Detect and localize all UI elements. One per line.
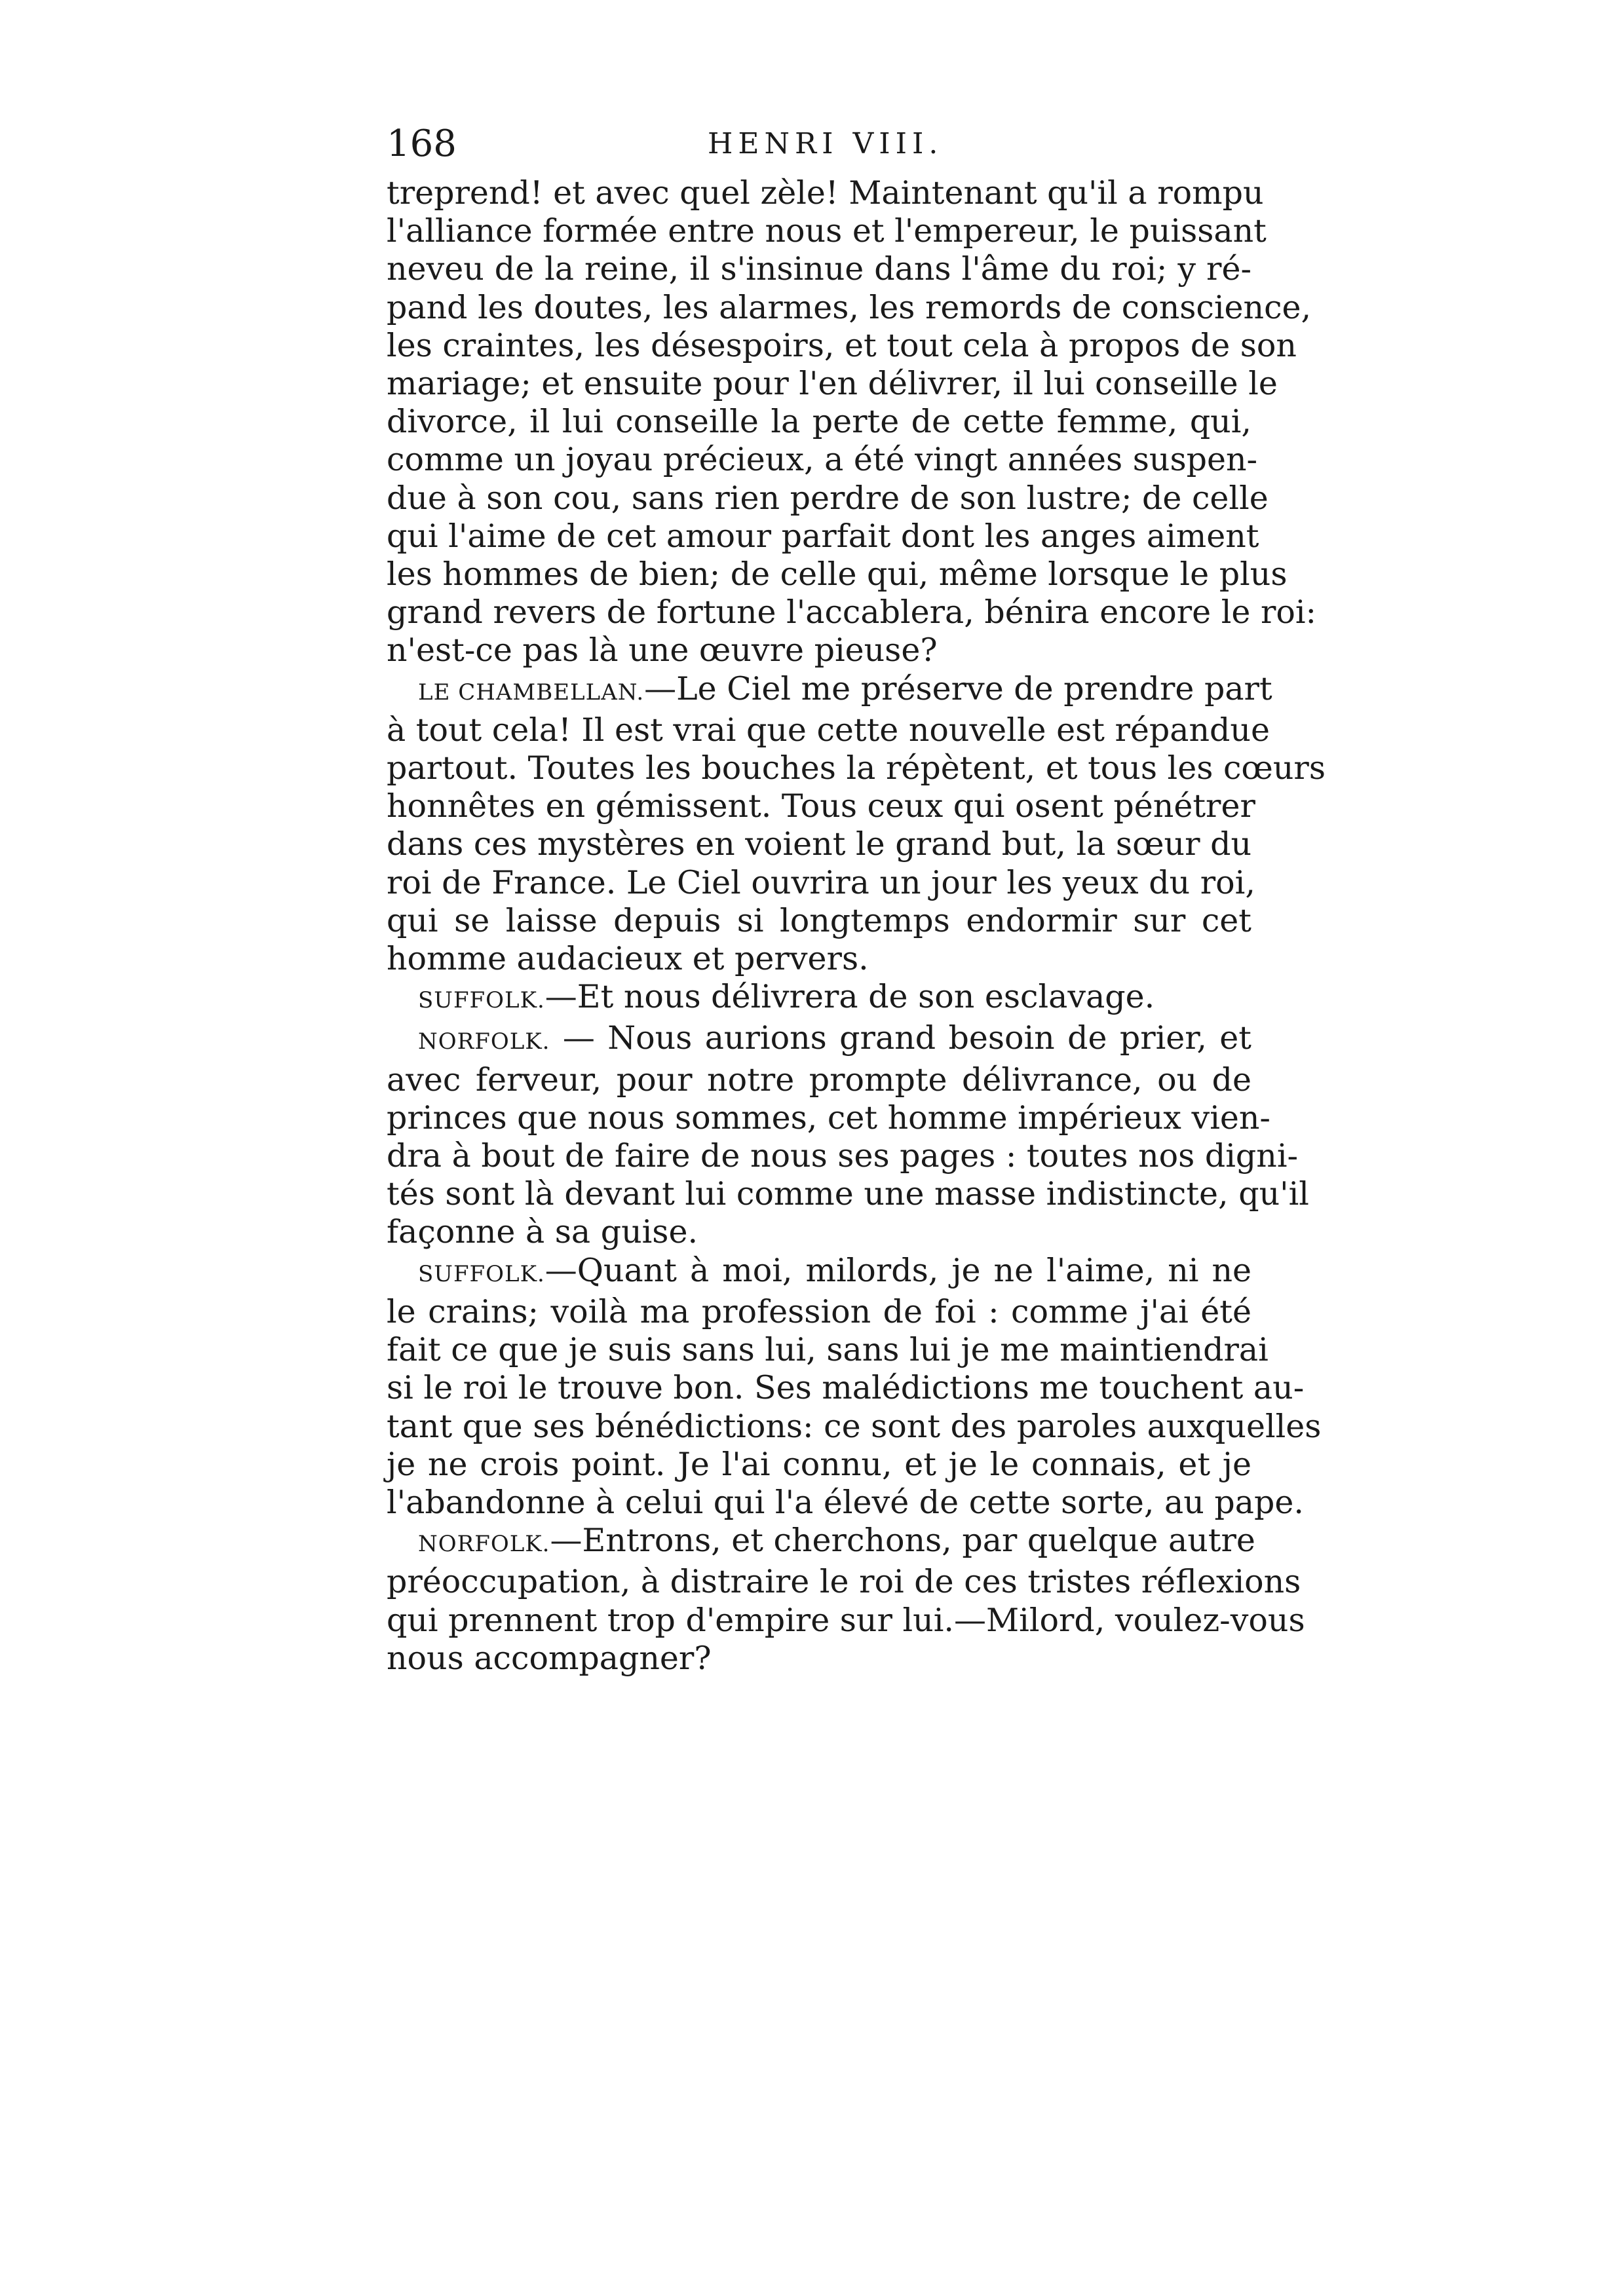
text-line: tés sont là devant lui comme une masse indistincte, qu'il	[387, 1175, 1309, 1213]
speech-norfolk	[387, 1522, 1305, 1678]
speaker-name: NORFOLK.	[418, 1028, 550, 1055]
speech-norfolk	[387, 1019, 1309, 1251]
text-line: due à son cou, sans rien perdre de son lustre; de celle	[387, 479, 1269, 517]
text-line: mariage; et ensuite pour l'en délivrer, il lui conseille le	[387, 365, 1278, 403]
speech-suffolk	[387, 978, 1251, 1019]
page-number: 168	[387, 122, 457, 165]
text-line: n'est-ce pas là une œuvre pieuse?	[387, 631, 938, 669]
text-line: si le roi le trouve bon. Ses malédictions me touchent au-	[387, 1369, 1305, 1407]
text-line	[387, 978, 1251, 1019]
text-line: qui prennent trop d'empire sur lui.—Milord, voulez-vous	[387, 1601, 1305, 1639]
text-line: nous accompagner?	[387, 1639, 712, 1677]
text-line: préoccupation, à distraire le roi de ces tristes réflexions	[387, 1563, 1301, 1601]
text-line: l'abandonne à celui qui l'a élevé de cette sorte, au pape.	[387, 1483, 1304, 1521]
text-line: le crains; voilà ma profession de foi : comme j'ai été	[387, 1292, 1251, 1330]
speech-text: —Entrons, et cherchons, par quelque autre	[550, 1522, 1255, 1560]
text-line: avec ferveur, pour notre prompte délivrance, ou de	[387, 1061, 1251, 1099]
text-line: neveu de la reine, il s'insinue dans l'âme du roi; y ré-	[387, 250, 1251, 288]
speaker-name: SUFFOLK.	[418, 1260, 545, 1287]
text-line	[387, 1522, 1255, 1563]
text-line: fait ce que je suis sans lui, sans lui je me maintiendrai	[387, 1331, 1269, 1369]
text-line: partout. Toutes les bouches la répètent, et tous les cœurs	[387, 749, 1326, 787]
text-body	[387, 174, 1326, 1678]
book-page	[387, 118, 1326, 1678]
speech-text: — Nous aurions grand besoin de prier, et	[550, 1019, 1251, 1057]
text-line: qui l'aime de cet amour parfait dont les anges aiment	[387, 517, 1259, 555]
text-line	[387, 1019, 1251, 1061]
running-title: HENRI VIII.	[708, 127, 944, 160]
text-line: tant que ses bénédictions: ce sont des paroles auxquelles	[387, 1407, 1322, 1445]
paragraph-continuation	[387, 174, 1317, 670]
speech-text: —Quant à moi, milords, je ne l'aime, ni ne	[544, 1251, 1251, 1289]
text-line: je ne crois point. Je l'ai connu, et je le connais, et je	[387, 1445, 1251, 1483]
text-line: roi de France. Le Ciel ouvrira un jour les yeux du roi,	[387, 863, 1255, 901]
text-line: à tout cela! Il est vrai que cette nouvelle est répandue	[387, 711, 1270, 749]
speaker-name: LE CHAMBELLAN.	[418, 679, 645, 706]
text-line: grand revers de fortune l'accablera, bénira encore le roi:	[387, 593, 1317, 631]
speech-suffolk	[387, 1251, 1322, 1522]
speaker-name: SUFFOLK.	[418, 987, 545, 1014]
text-line: comme un joyau précieux, a été vingt années suspen-	[387, 441, 1258, 479]
text-line: princes que nous sommes, cet homme impérieux vien-	[387, 1099, 1270, 1137]
text-line: qui se laisse depuis si longtemps endormir sur cet	[387, 901, 1251, 939]
text-line: façonne à sa guise.	[387, 1213, 698, 1251]
text-line: dans ces mystères en voient le grand but, la sœur du	[387, 825, 1252, 863]
text-line: dra à bout de faire de nous ses pages : toutes nos digni-	[387, 1137, 1299, 1175]
speaker-name: NORFOLK.	[418, 1531, 550, 1558]
text-line: treprend! et avec quel zèle! Maintenant qu'il a rompu	[387, 174, 1264, 212]
text-line: homme audacieux et pervers.	[387, 940, 869, 978]
text-line: l'alliance formée entre nous et l'empereur, le puissant	[387, 212, 1267, 250]
text-line: les craintes, les désespoirs, et tout cela à propos de son	[387, 326, 1297, 364]
text-line: les hommes de bien; de celle qui, même lorsque le plus	[387, 555, 1288, 593]
running-head	[387, 118, 1251, 170]
speech-text: —Le Ciel me préserve de prendre part	[644, 669, 1272, 707]
speech-chambellan	[387, 669, 1326, 979]
text-line: honnêtes en gémissent. Tous ceux qui osent pénétrer	[387, 787, 1255, 825]
text-line: pand les doutes, les alarmes, les remords de conscience,	[387, 288, 1312, 326]
text-line: divorce, il lui conseille la perte de cette femme, qui,	[387, 403, 1251, 441]
speech-text: —Et nous délivrera de son esclavage.	[544, 978, 1155, 1016]
text-line	[387, 669, 1272, 711]
text-line	[387, 1252, 1251, 1293]
